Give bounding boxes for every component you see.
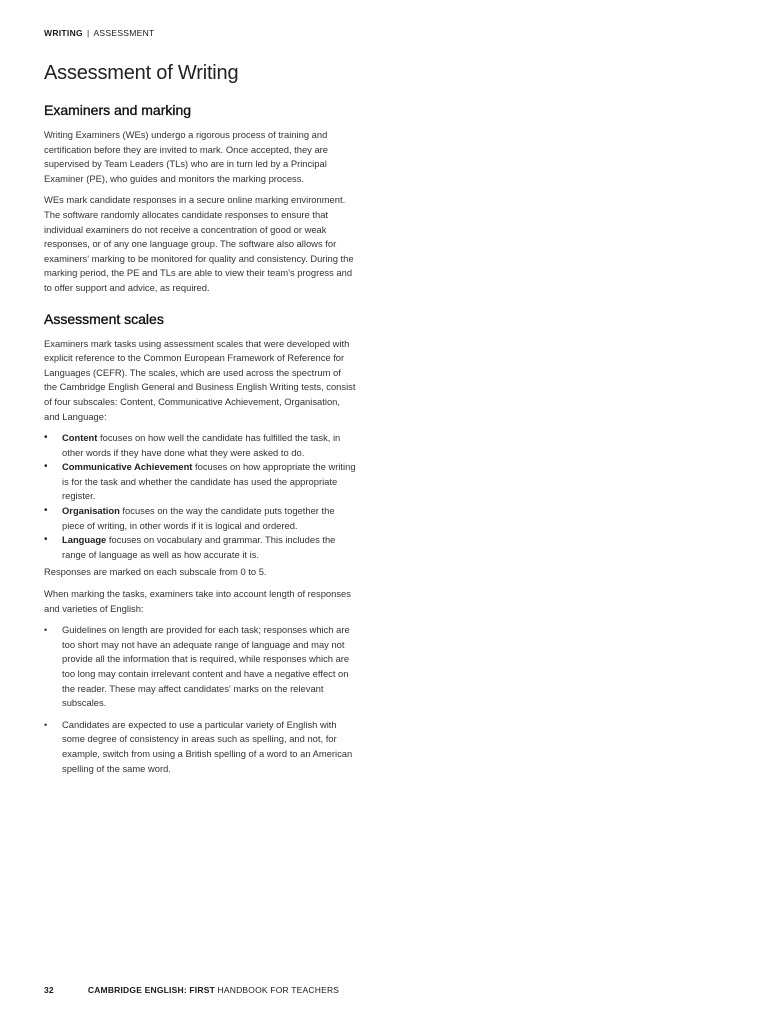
- subscale-text: focuses on the way the candidate puts together the piece of writing, in other words if it is logical and ordered.: [62, 505, 335, 531]
- subscale-term: Communicative Achievement: [62, 461, 193, 473]
- publication-subtitle: HANDBOOK FOR TEACHERS: [214, 985, 340, 995]
- bullet-icon: •: [44, 461, 48, 473]
- length-intro: When marking the tasks, examiners take into account length of responses and varieties of English:: [44, 588, 351, 614]
- subscale-text: focuses on vocabulary and grammar. This includes the range of language as well as how accurate it is.: [62, 534, 336, 560]
- subsection-label: ASSESSMENT: [93, 28, 155, 38]
- examiners-heading: Examiners and marking: [44, 102, 192, 118]
- subscale-item: [44, 504, 356, 533]
- examiners-paragraph: WEs mark candidate responses in a secure online marking environment. The software randomly allocates candidate responses to ensure that individual examiners do not receive a concentration of good or weak responses, or of any one language group. The software also allows for examiners' marking to be monitored for quality and consistency. During the marking period, the PE and TLs are able to view their team's progress and to offer support and advice, as required.: [44, 194, 354, 293]
- length-points-list: [44, 623, 356, 776]
- subscale-term: Organisation: [62, 505, 120, 517]
- subscale-item: [44, 533, 356, 562]
- examiners-paragraph: Writing Examiners (WEs) undergo a rigorous process of training and certification before they are invited to mark. Once accepted, they are supervised by Team Leaders (TLs) who are in turn led by a Principal Examiner (PE), who guides and monitors the marking process.: [44, 129, 329, 184]
- subscale-item: [44, 431, 356, 460]
- length-point-text: Candidates are expected to use a particular variety of English with some degree of consistency in areas such as spelling, and not, for example, switch from using a British spelling of a word to an American spelling of the same word.: [62, 718, 353, 774]
- subscale-term: Language: [62, 534, 107, 546]
- running-head: [44, 28, 155, 38]
- section-label: WRITING: [44, 28, 83, 38]
- scales-heading: Assessment scales: [44, 310, 164, 327]
- page-title: Assessment of Writing: [44, 62, 239, 84]
- marking-range-note: Responses are marked on each subscale from 0 to 5.: [44, 566, 267, 578]
- subscale-text: focuses on how well the candidate has fulfilled the task, in other words if they have done what they were asked to do.: [62, 432, 341, 458]
- scales-intro: Examiners mark tasks using assessment scales that were developed with explicit reference to the Common European Framework of Reference for Languages (CEFR). The scales, which are used across the spectrum of the Cambridge English General and Business English Writing tests, consist of four subscales: Content, Communicative Achievement, Organisation, and Language:: [44, 337, 356, 422]
- length-point: [44, 623, 356, 711]
- bullet-icon: •: [44, 432, 48, 444]
- subscale-item: [44, 460, 356, 504]
- subscale-text: focuses on how appropriate the writing is for the task and whether the candidate has used the appropriate register.: [62, 461, 356, 502]
- bullet-icon: •: [44, 625, 48, 636]
- length-point-text: Guidelines on length are provided for each task; responses which are too short may not have an adequate range of language and may not provide all the information that is required, while responses which are too long may contain irrelevant content and have a negative effect on the reader. These may affect candidates' marks on the relevant subscales.: [62, 624, 350, 709]
- bullet-icon: •: [44, 534, 48, 546]
- subscale-list: [44, 431, 356, 562]
- bullet-icon: •: [44, 719, 48, 730]
- page-number: 32: [44, 985, 54, 995]
- page-footer: [44, 985, 339, 995]
- publication-title: CAMBRIDGE ENGLISH: FIRST: [87, 985, 215, 995]
- subscale-term: Content: [62, 432, 98, 444]
- page-content: [44, 62, 356, 783]
- bullet-icon: •: [44, 505, 48, 517]
- running-head-separator: |: [86, 28, 90, 38]
- length-point: [44, 718, 356, 776]
